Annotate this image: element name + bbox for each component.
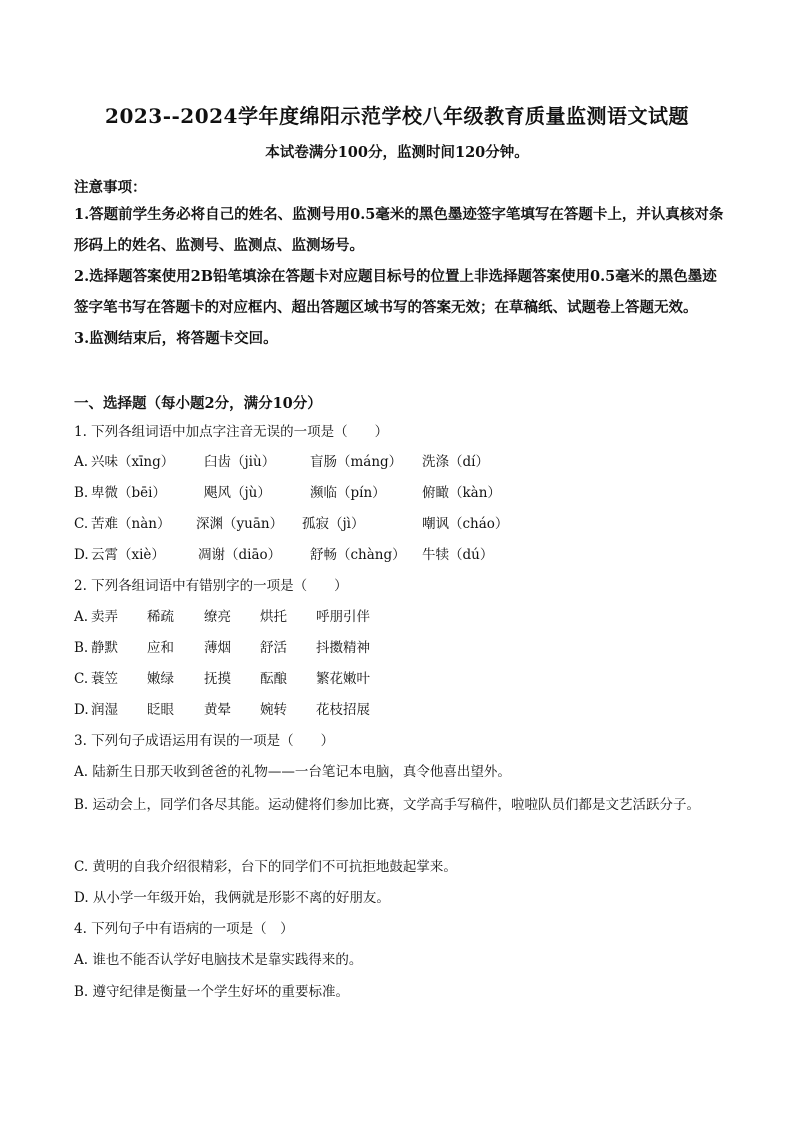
option-item: 烘托 [260, 609, 287, 625]
q4-option-b: B. 遵守纪律是衡量一个学生好坏的重要标准。 [74, 984, 350, 1000]
option-item: 花枝招展 [316, 702, 370, 718]
option-item: 繁花嫩叶 [316, 671, 370, 687]
option-item: 凋谢（diāo） [198, 547, 282, 563]
option-label: A. [74, 454, 89, 470]
option-item: 婉转 [260, 702, 287, 718]
question-4-stem: 4. 下列句子中有语病的一项是（ ） [74, 921, 294, 937]
note-item-2: 2.选择题答案使用2B铅笔填涂在答题卡对应题目标号的位置上非选择题答案使用0.5毫米的黑色墨迹签字笔书写在答题卡的对应框内、超出答题区域书写的答案无效；在草稿纸、试题卷上答题无效。 [74, 268, 717, 316]
option-item: 洗涤（dí） [422, 454, 489, 470]
option-item: 嘲讽（cháo） [422, 516, 509, 532]
option-item: 俯瞰（kàn） [422, 485, 501, 501]
q3-option-d: D. 从小学一年级开始，我俩就是形影不离的好朋友。 [74, 890, 390, 906]
option-item: 静默 [91, 640, 118, 656]
option-label: C. [74, 671, 89, 687]
exam-subtitle: 本试卷满分100分，监测时间120分钟。 [265, 144, 529, 161]
option-label: C. [74, 516, 89, 532]
option-item: 抖擞精神 [316, 640, 370, 656]
option-item: 卖弄 [91, 609, 118, 625]
option-item: 黄晕 [204, 702, 231, 718]
option-item: 呼朋引伴 [316, 609, 370, 625]
option-item: 眨眼 [147, 702, 174, 718]
q3-option-a: A. 陆新生日那天收到爸爸的礼物——一台笔记本电脑，真令他喜出望外。 [74, 764, 511, 780]
option-item: 孤寂（jì） [302, 516, 365, 532]
q4-option-a: A. 谁也不能否认学好电脑技术是靠实践得来的。 [74, 952, 363, 968]
option-item: 应和 [147, 640, 174, 656]
option-label: D. [74, 547, 89, 563]
option-item: 濒临（pín） [310, 485, 386, 501]
notes-heading: 注意事项： [74, 179, 147, 196]
option-item: 嫩绿 [147, 671, 174, 687]
option-item: 稀疏 [147, 609, 174, 625]
note-item-1: 1.答题前学生务必将自己的姓名、监测号用0.5毫米的黑色墨迹签字笔填写在答题卡上，并认真核对条形码上的姓名、监测号、监测点、监测场号。 [74, 206, 724, 254]
option-label: D. [74, 702, 89, 718]
option-item: 飓风（jù） [204, 485, 271, 501]
option-item: 抚摸 [204, 671, 231, 687]
exam-title: 2023--2024学年度绵阳示范学校八年级教育质量监测语文试题 [105, 104, 689, 128]
option-item: 酝酿 [260, 671, 287, 687]
option-item: 兴味（xīng） [91, 454, 175, 470]
q3-option-c: C. 黄明的自我介绍很精彩，台下的同学们不可抗拒地鼓起掌来。 [74, 859, 457, 875]
option-label: A. [74, 609, 89, 625]
option-item: 臼齿（jiù） [204, 454, 276, 470]
option-label: B. [74, 640, 89, 656]
notes-list [74, 199, 724, 354]
q3-option-b: B. 运动会上，同学们各尽其能。运动健将们参加比赛，文学高手写稿件，啦啦队员们都是文艺活跃分子。 [74, 797, 701, 813]
question-2-stem: 2. 下列各组词语中有错别字的一项是（ ） [74, 578, 348, 594]
option-item: 润湿 [91, 702, 118, 718]
section-heading: 一、选择题（每小题2分，满分10分） [74, 395, 322, 412]
option-item: 舒畅（chàng） [310, 547, 406, 563]
option-item: 深渊（yuān） [196, 516, 284, 532]
note-item-3: 3.监测结束后，将答题卡交回。 [74, 330, 278, 347]
question-3-stem: 3. 下列句子成语运用有误的一项是（ ） [74, 733, 335, 749]
option-item: 蓑笠 [91, 671, 118, 687]
option-item: 薄烟 [204, 640, 231, 656]
question-1-stem: 1. 下列各组词语中加点字注音无误的一项是（ ） [74, 424, 389, 440]
option-item: 牛犊（dú） [422, 547, 494, 563]
option-item: 盲肠（máng） [310, 454, 403, 470]
option-item: 云霄（xiè） [91, 547, 165, 563]
option-item: 苦难（nàn） [91, 516, 171, 532]
option-item: 缭亮 [204, 609, 231, 625]
option-item: 舒活 [260, 640, 287, 656]
option-item: 卑微（bēi） [91, 485, 166, 501]
option-label: B. [74, 485, 89, 501]
